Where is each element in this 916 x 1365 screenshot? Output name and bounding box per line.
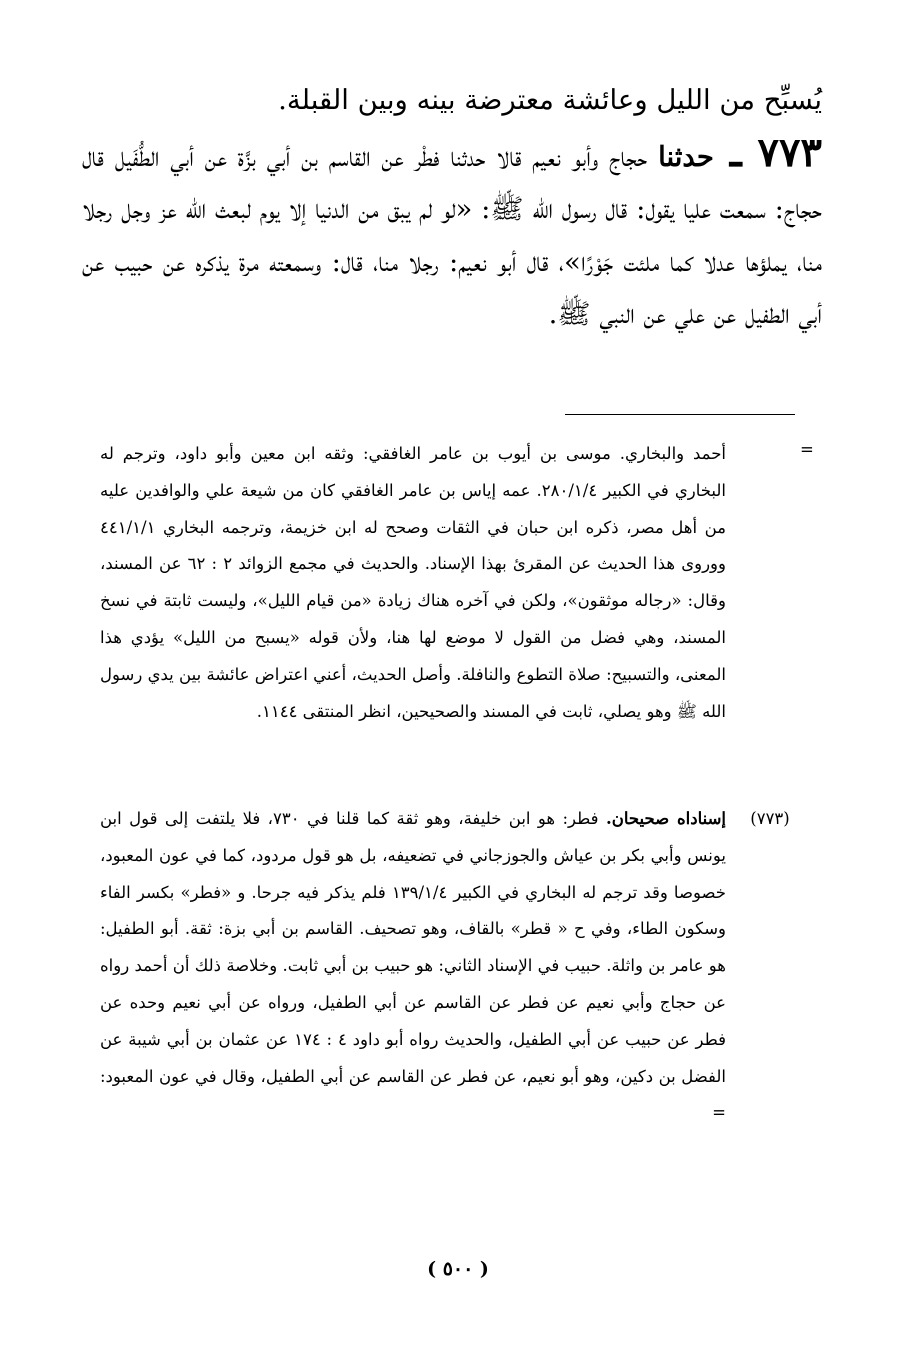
footnote-773-text: فطر: هو ابن خليفة، وهو ثقة كما قلنا في ٧٣٠، فلا يلتفت إلى قول ابن يونس وأبي بكر بن عياش والجوزجاني في تضعيفه، بل هو قول مردود، كما في عون المعبود، خصوصا وقد ترجم له البخاري في الكبير ١٣٩/١/٤ فلم يذكر فيه جرحا. و «فطر» بكسر الفاء وسكون الطاء، وفي ح « قطر» بالقاف، وهو تصحيف. القاسم بن أبي بزة: ثقة. أبو الطفيل: هو عامر بن واثلة. حبيب في الإسناد الثاني: هو حبيب بن أبي ثابت. وخلاصة ذلك أن أحمد رواه عن حجاج وأبي نعيم عن فطر عن القاسم عن أبي الطفيل، ورواه عن أبي نعيم وحده عن فطر عن حبيب عن أبي الطفيل، والحديث رواه أبو داود ٤ : ١٧٤ عن عثمان بن أبي شيبة عن الفضل بن دكين، وهو أبو نعيم، عن فطر عن القاسم عن أبي الطفيل، وقال في عون المعبود: = — [100, 809, 726, 1123]
main-text — [82, 74, 822, 341]
main-line-1: يُسبِّح من الليل وعائشة معترضة بينه وبين القبلة. — [278, 84, 822, 116]
footnote-continuation — [100, 436, 726, 730]
footnote-marker-773: (٧٧٣) — [750, 809, 790, 828]
footnote-773 — [100, 801, 726, 1132]
hadith-773 — [82, 127, 822, 341]
page-number: ( ٥٠٠ ) — [427, 1258, 489, 1280]
hadith-text: حجاج وأبو نعيم قالا حدثنا فطْر عن القاسم بن أبي بزَّة عن أبي الطُّفَيل قال حجاج: سمعت عليا يقول: قال رسول الله ﷺ: «لو لم يبق من الدنيا إلا يوم لبعث الله عز وجل رجلا منا، يملؤها عدلا كما ملئت جَوْرًا»، قال أبو نعيم: رجلا منا، قال: وسمعته مرة يذكره عن حبيب عن أبي الطفيل عن علي عن النبي ﷺ. — [82, 140, 822, 330]
continuation-marker: = — [800, 440, 814, 459]
footnote-773-body — [100, 801, 726, 1132]
hadith-opening-word: حدثنا — [658, 140, 714, 173]
footnote-773-lead: إسناداه صحيحان. — [605, 809, 726, 828]
footnote-continuation-text: أحمد والبخاري. موسى بن أيوب بن عامر الغافقي: وثقه ابن معين وأبو داود، وترجم له البخاري في الكبير ٢٨٠/١/٤. عمه إياس بن عامر الغافقي كان من شيعة علي والوافدين عليه من أهل مصر، ذكره ابن حبان في الثقات وصحح له ابن خزيمة، وترجمه البخاري ٤٤١/١/١ ووروى هذا الحديث عن المقرئ بهذا الإسناد. والحديث في مجمع الزوائد ٢ : ٦٢ عن المسند، وقال: «رجاله موثقون»، ولكن في آخره هناك زيادة «من قيام الليل»، وليست ثابتة في نسخ المسند، وهي فضل من القول لا موضع لها هنا، ولأن قوله «يسبح من الليل» يؤدي هذا المعنى، والتسبيح: صلاة التطوع والنافلة. وأصل الحديث، أعني اعتراض عائشة بين يدي رسول الله ﷺ وهو يصلي، ثابت في المسند والصحيحين، انظر المنتقى ١١٤٤. — [100, 444, 726, 721]
hadith-dash: ـ — [713, 128, 758, 176]
footnote-separator — [565, 414, 795, 415]
hadith-number: ٧٧٣ — [757, 128, 822, 176]
